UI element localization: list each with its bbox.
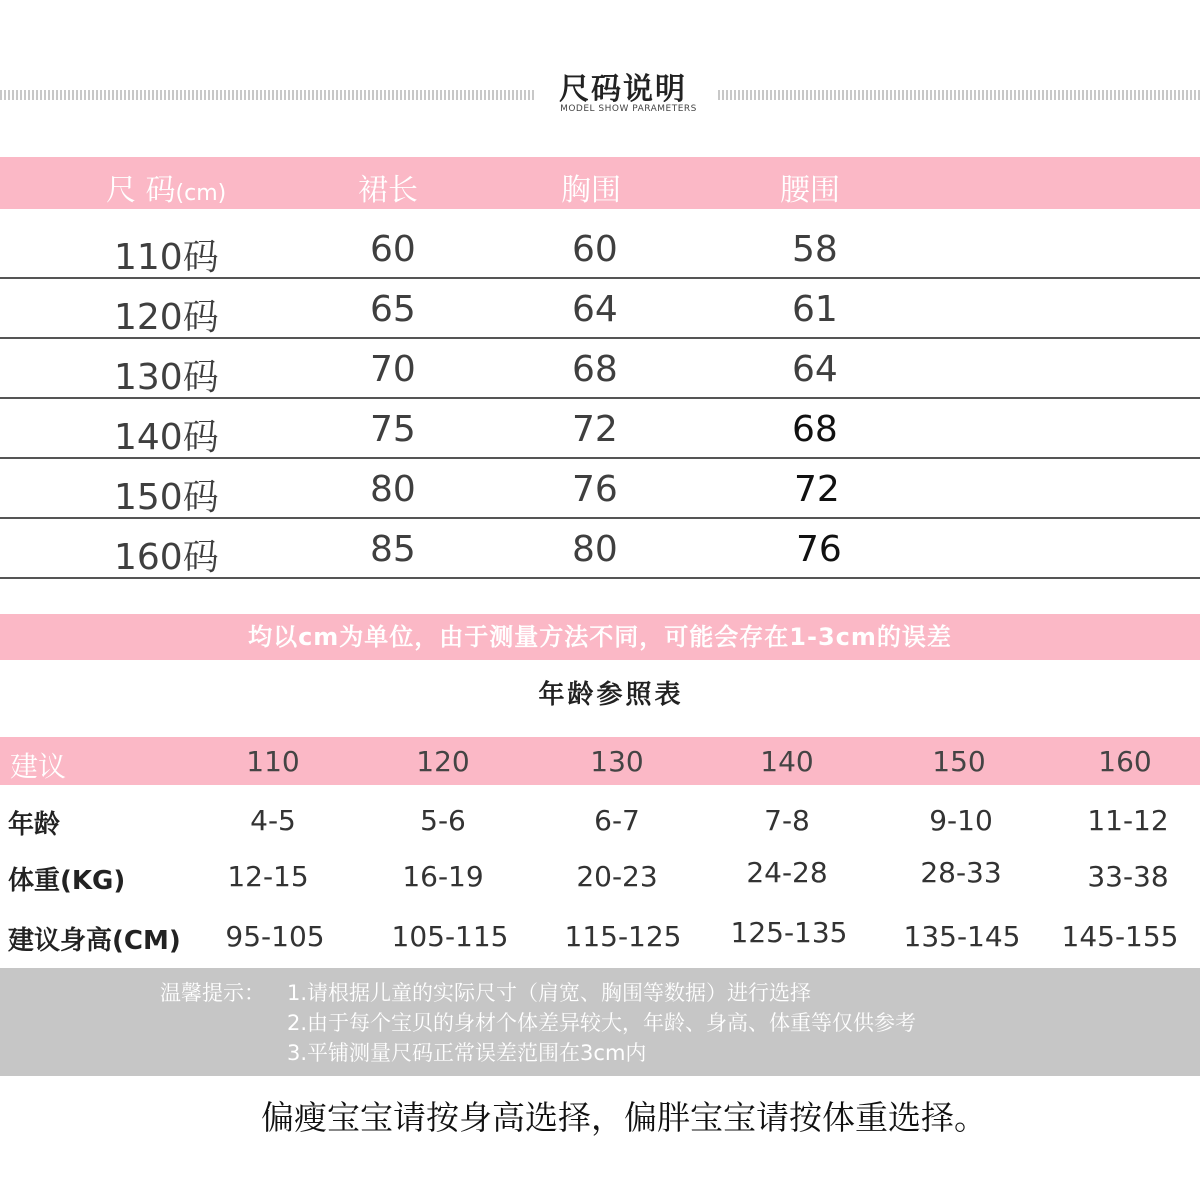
- age-table-header: [0, 737, 1200, 785]
- table-cell: 4-5: [250, 804, 296, 837]
- waist-cell: 68: [792, 409, 838, 450]
- table-row: [0, 457, 1200, 519]
- row-label-height: 建议身高(CM): [8, 926, 181, 956]
- size-cell: 110码: [114, 237, 219, 278]
- table-cell: 24-28: [746, 856, 828, 889]
- waist-cell: 76: [796, 529, 842, 570]
- chest-cell: 80: [572, 529, 618, 570]
- length-cell: 65: [370, 289, 416, 330]
- table-row: [0, 337, 1200, 399]
- waist-cell: 58: [792, 229, 838, 270]
- header-size-120: 120: [416, 745, 470, 778]
- table-cell: 28-33: [920, 856, 1002, 889]
- table-cell: 135-145: [903, 920, 1021, 953]
- header-size-150: 150: [932, 745, 986, 778]
- header-chest: 胸围: [561, 173, 621, 208]
- tips-prefix: 温馨提示：: [160, 981, 265, 1005]
- page-title: 尺码说明: [559, 72, 687, 107]
- table-row: [0, 794, 1200, 852]
- header-recommend: 建议: [10, 750, 67, 783]
- header-waist: 腰围: [780, 173, 840, 208]
- table-row: [0, 397, 1200, 459]
- selection-advice: 偏瘦宝宝请按身高选择，偏胖宝宝请按体重选择。: [261, 1098, 987, 1137]
- header-size-label: 尺 码: [106, 173, 176, 208]
- header-size-140: 140: [760, 745, 814, 778]
- table-row: [0, 910, 1200, 968]
- size-table-header: [0, 157, 1200, 209]
- table-cell: 145-155: [1061, 920, 1179, 953]
- table-cell: 115-125: [564, 920, 682, 953]
- length-cell: 85: [370, 529, 416, 570]
- tip-item: 2.由于每个宝贝的身材个体差异较大，年龄、身高、体重等仅供参考: [287, 1011, 917, 1035]
- length-cell: 70: [370, 349, 416, 390]
- length-cell: 60: [370, 229, 416, 270]
- size-cell: 120码: [114, 297, 219, 338]
- table-cell: 95-105: [225, 920, 325, 953]
- size-cell: 140码: [114, 417, 219, 458]
- chest-cell: 64: [572, 289, 618, 330]
- table-cell: 9-10: [929, 804, 993, 837]
- header-size: [106, 165, 226, 209]
- waist-cell: 61: [792, 289, 838, 330]
- table-row: [0, 850, 1200, 908]
- header-size-unit: (cm): [175, 181, 227, 206]
- table-cell: 5-6: [420, 804, 466, 837]
- header-length: 裙长: [358, 173, 418, 208]
- size-cell: 150码: [114, 477, 219, 518]
- table-cell: 6-7: [594, 804, 640, 837]
- header-size-110: 110: [246, 745, 300, 778]
- table-cell: 7-8: [764, 804, 810, 837]
- waist-cell: 64: [792, 349, 838, 390]
- table-cell: 20-23: [576, 860, 658, 893]
- chest-cell: 60: [572, 229, 618, 270]
- table-cell: 16-19: [402, 860, 484, 893]
- size-cell: 130码: [114, 357, 219, 398]
- tip-item: 1.请根据儿童的实际尺寸（肩宽、胸围等数据）进行选择: [287, 981, 812, 1005]
- table-row: [0, 517, 1200, 579]
- table-cell: 12-15: [227, 860, 309, 893]
- tips-box: [0, 968, 1200, 1076]
- table-cell: 11-12: [1087, 804, 1169, 837]
- table-row: [0, 217, 1200, 279]
- table-cell: 33-38: [1087, 860, 1169, 893]
- table-cell: 105-115: [391, 920, 509, 953]
- tip-item: 3.平铺测量尺码正常误差范围在3cm内: [287, 1041, 647, 1065]
- header-size-160: 160: [1098, 745, 1152, 778]
- waist-cell: 72: [794, 469, 840, 510]
- size-cell: 160码: [114, 537, 219, 578]
- chest-cell: 68: [572, 349, 618, 390]
- header-size-130: 130: [590, 745, 644, 778]
- row-label-weight: 体重(KG): [8, 866, 126, 896]
- chest-cell: 76: [572, 469, 618, 510]
- measurement-note: 均以cm为单位，由于测量方法不同，可能会存在1-3cm的误差: [0, 614, 1200, 660]
- page-subtitle: MODEL SHOW PARAMETERS: [560, 104, 697, 114]
- age-table-title: 年龄参照表: [538, 680, 684, 710]
- row-label-age: 年龄: [8, 810, 61, 840]
- chest-cell: 72: [572, 409, 618, 450]
- length-cell: 80: [370, 469, 416, 510]
- table-cell: 125-135: [730, 916, 848, 949]
- length-cell: 75: [370, 409, 416, 450]
- table-row: [0, 277, 1200, 339]
